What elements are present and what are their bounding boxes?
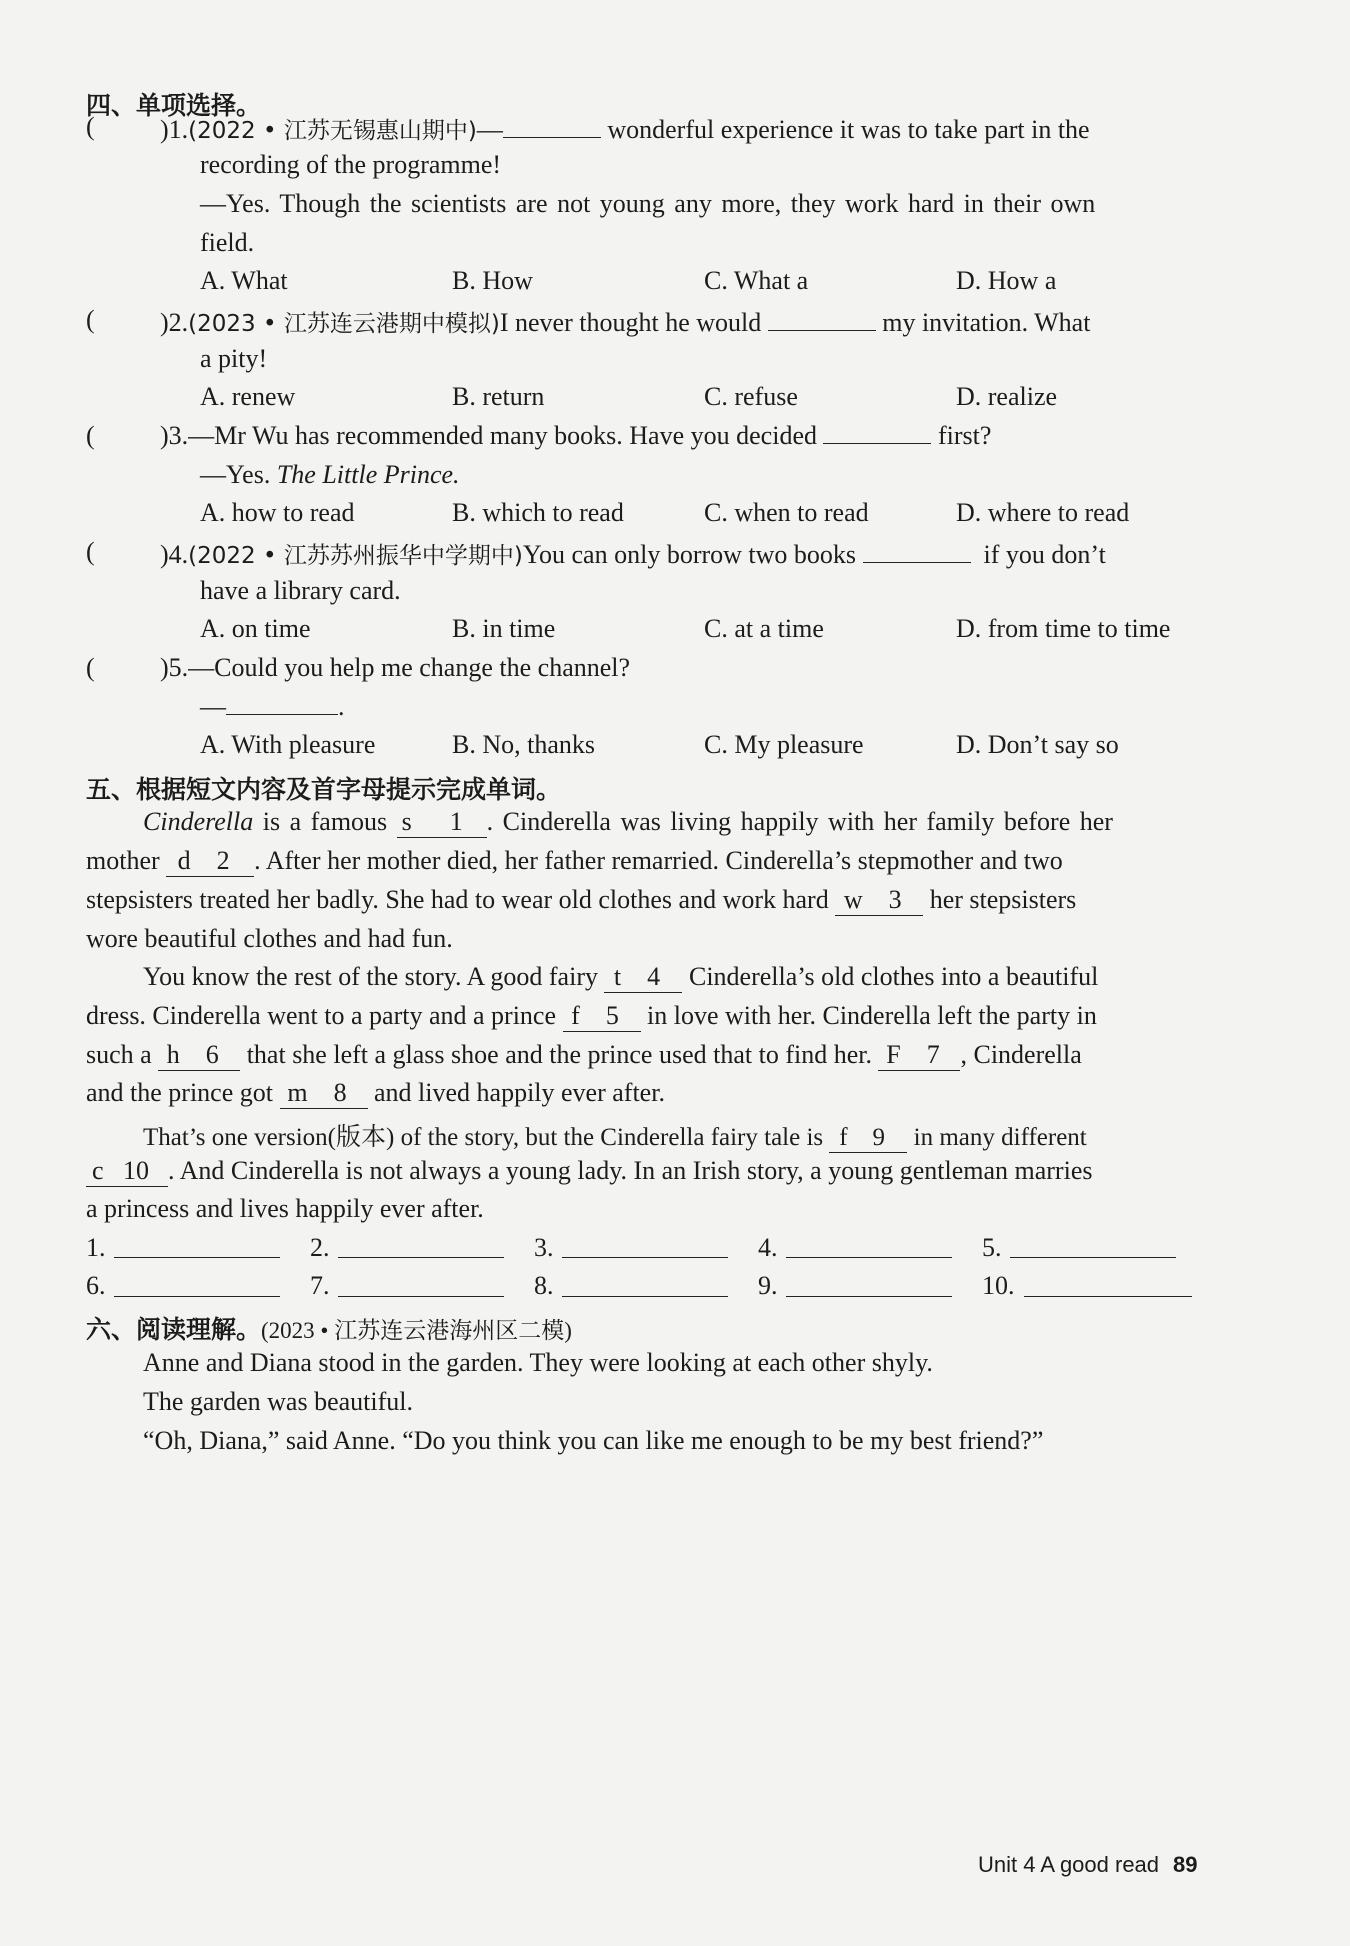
answer-line-10[interactable] [1024, 1296, 1192, 1297]
q5-option-c[interactable]: C. My pleasure [704, 730, 864, 759]
q3-option-b[interactable]: B. which to read [452, 498, 624, 527]
cloze-blank-3[interactable]: w 3 [835, 885, 923, 916]
q4-option-d[interactable]: D. from time to time [956, 614, 1171, 643]
q5-blank[interactable] [226, 692, 338, 715]
passage-p2-line2: dress. Cinderella went to a party and a prince f 5 in love with her. Cinderella left the party in [86, 1001, 1097, 1030]
reading-line-1: Anne and Diana stood in the garden. They were looking at each other shyly. [143, 1348, 933, 1377]
q2-option-d[interactable]: D. realize [956, 382, 1058, 411]
page-number: 89 [1173, 1852, 1198, 1877]
q2-option-b[interactable]: B. return [452, 382, 545, 411]
answer-label-10: 10. [982, 1271, 1015, 1300]
q1-answer-paren[interactable]: ( [86, 112, 95, 141]
q2-stem-line2: a pity! [200, 344, 268, 373]
q5-reply: — . [200, 692, 345, 721]
answer-line-7[interactable] [338, 1296, 504, 1297]
answer-line-5[interactable] [1010, 1257, 1176, 1258]
passage-p3-line2: c 10 . And Cinderella is not always a young lady. In an Irish story, a young gentleman marries [86, 1156, 1092, 1187]
cloze-blank-5[interactable]: f 5 [563, 1001, 641, 1032]
cloze-blank-10[interactable]: c 10 [86, 1156, 168, 1187]
answer-line-1[interactable] [114, 1257, 280, 1258]
q2-blank[interactable] [768, 308, 876, 331]
passage-p1-line1: Cinderella is a famous s 1 . Cinderella was living happily with her family before her [143, 807, 1113, 836]
answer-line-6[interactable] [114, 1296, 280, 1297]
answer-line-2[interactable] [338, 1257, 504, 1258]
answer-line-9[interactable] [786, 1296, 952, 1297]
cloze-blank-1[interactable]: s 1 [397, 807, 487, 838]
section6-title: 六、阅读理解。(2023 • 江苏连云港海州区二模) [86, 1315, 572, 1344]
cloze-blank-8[interactable]: m 8 [280, 1078, 368, 1109]
q1-blank[interactable] [503, 115, 601, 138]
q1-reply-line2: field. [200, 228, 255, 257]
q2-stem: )2.(2023 • 江苏连云港期中模拟)I never thought he would my invitation. What [160, 308, 1091, 337]
q4-stem: )4.(2022 • 江苏苏州振华中学期中)You can only borrow two books if you don’t [160, 540, 1106, 569]
answer-label-8: 8. [534, 1271, 554, 1300]
reading-line-3: “Oh, Diana,” said Anne. “Do you think you can like me enough to be my best friend?” [143, 1426, 1044, 1455]
answer-line-8[interactable] [562, 1296, 728, 1297]
q3-answer-paren[interactable]: ( [86, 421, 95, 450]
q1-option-d[interactable]: D. How a [956, 266, 1057, 295]
q1-stem-line2: recording of the programme! [200, 150, 502, 179]
section4-title: 四、单项选择。 [86, 91, 262, 120]
q1-stem: )1.(2022 • 江苏无锡惠山期中)— wonderful experience it was to take part in the [160, 115, 1090, 144]
answer-label-5: 5. [982, 1233, 1002, 1262]
answer-label-7: 7. [310, 1271, 330, 1300]
q5-option-b[interactable]: B. No, thanks [452, 730, 595, 759]
section5-title: 五、根据短文内容及首字母提示完成单词。 [86, 775, 562, 804]
passage-p2-line1: You know the rest of the story. A good fairy t 4 Cinderella’s old clothes into a beautiful [143, 962, 1099, 991]
q3-reply: —Yes. The Little Prince. [200, 460, 460, 489]
reading-line-2: The garden was beautiful. [143, 1387, 414, 1416]
q4-option-a[interactable]: A. on time [200, 614, 311, 643]
cloze-blank-4[interactable]: t 4 [604, 962, 682, 993]
passage-p3-line1: That’s one version(版本) of the story, but the Cinderella fairy tale is f 9 in many different [143, 1124, 1087, 1151]
q1-reply: —Yes. Though the scientists are not young any more, they work hard in their own [200, 189, 1096, 218]
answer-line-4[interactable] [786, 1257, 952, 1258]
passage-p2-line4: and the prince got m 8 and lived happily ever after. [86, 1078, 665, 1107]
answer-label-2: 2. [310, 1233, 330, 1262]
answer-label-3: 3. [534, 1233, 554, 1262]
answer-label-1: 1. [86, 1233, 106, 1262]
cloze-blank-2[interactable]: d 2 [166, 846, 254, 877]
q4-option-b[interactable]: B. in time [452, 614, 556, 643]
q3-option-a[interactable]: A. how to read [200, 498, 355, 527]
q2-answer-paren[interactable]: ( [86, 305, 95, 334]
answer-label-6: 6. [86, 1271, 106, 1300]
q2-option-c[interactable]: C. refuse [704, 382, 798, 411]
passage-p1-line2: mother d 2 . After her mother died, her father remarried. Cinderella’s stepmother and two [86, 846, 1063, 875]
q4-blank[interactable] [863, 540, 971, 563]
q5-answer-paren[interactable]: ( [86, 653, 95, 682]
cloze-blank-7[interactable]: F 7 [878, 1040, 960, 1071]
q5-stem: )5.—Could you help me change the channel? [160, 653, 631, 682]
q3-stem: )3.—Mr Wu has recommended many books. Have you decided first? [160, 421, 992, 450]
q5-option-a[interactable]: A. With pleasure [200, 730, 376, 759]
section6-source: (2023 • 江苏连云港海州区二模) [261, 1318, 572, 1343]
cloze-blank-9[interactable]: f 9 [829, 1124, 907, 1153]
passage-p3-line3: a princess and lives happily ever after. [86, 1194, 484, 1223]
q1-option-c[interactable]: C. What a [704, 266, 809, 295]
q3-blank[interactable] [823, 421, 931, 444]
passage-p1-line3: stepsisters treated her badly. She had to wear old clothes and work hard w 3 her stepsisters [86, 885, 1077, 914]
q1-option-a[interactable]: A. What [200, 266, 288, 295]
q4-option-c[interactable]: C. at a time [704, 614, 824, 643]
answer-label-9: 9. [758, 1271, 778, 1300]
q4-stem-line2: have a library card. [200, 576, 401, 605]
q2-option-a[interactable]: A. renew [200, 382, 296, 411]
q3-option-c[interactable]: C. when to read [704, 498, 869, 527]
q3-option-d[interactable]: D. where to read [956, 498, 1130, 527]
unit-title: Unit 4 A good read [978, 1852, 1160, 1877]
answer-label-4: 4. [758, 1233, 778, 1262]
answer-line-3[interactable] [562, 1257, 728, 1258]
q5-option-d[interactable]: D. Don’t say so [956, 730, 1119, 759]
page-footer [978, 1852, 1198, 1878]
q4-answer-paren[interactable]: ( [86, 537, 95, 566]
passage-p2-line3: such a h 6 that she left a glass shoe and the prince used that to find her. F 7 , Cinderella [86, 1040, 1082, 1069]
passage-p1-line4: wore beautiful clothes and had fun. [86, 924, 453, 953]
q1-option-b[interactable]: B. How [452, 266, 533, 295]
cloze-blank-6[interactable]: h 6 [158, 1040, 240, 1071]
